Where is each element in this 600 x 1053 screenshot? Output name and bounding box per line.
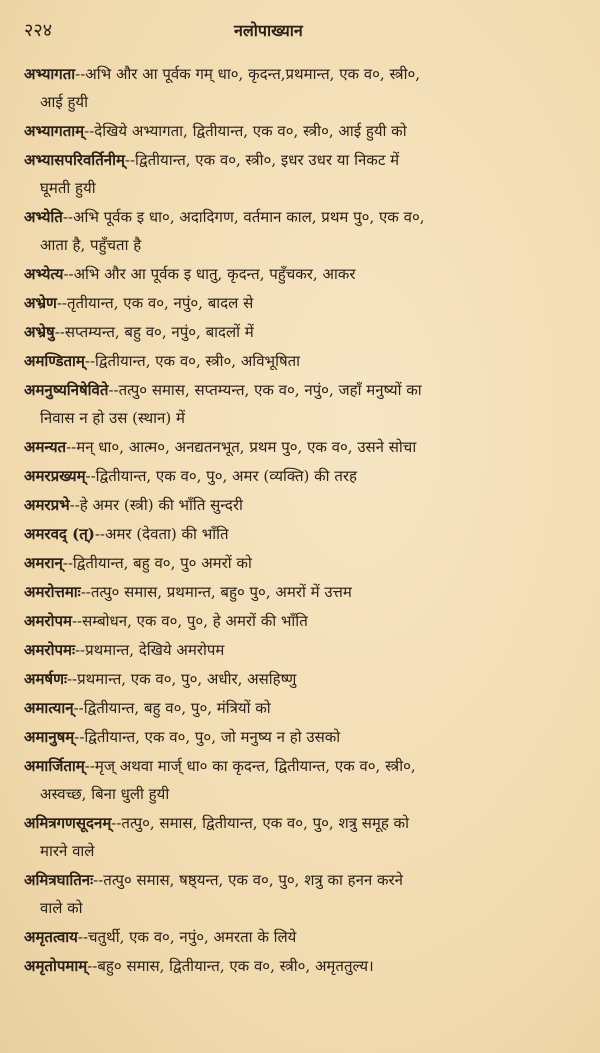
glossary-entry [24,260,578,288]
entry-definition: --चतुर्थी, एक व०, नपुं०, अमरता के लिये [77,928,297,946]
entry-definition: --बहु० समास, द्वितीयान्त, एक व०, स्त्री०, अमृततुल्य। [87,957,374,975]
glossary-entry [24,866,578,922]
entry-definition: --सप्तम्यन्त, बहु व०, नपुं०, बादलों में [54,323,254,341]
glossary-entry [24,923,578,951]
entry-headword: अमरप्रभे [24,496,70,514]
entry-definition: --देखिये अभ्यागता, द्वितीयान्त, एक व०, स्त्री०, आई हुयी को [84,122,407,140]
entry-headword: अमार्जिताम् [24,757,85,775]
glossary-entry [24,146,578,202]
glossary-entry [24,549,578,577]
entry-headword: अभ्रेषु [24,323,55,341]
entry-definition: --तत्पु०, समास, द्वितीयान्त, एक व०, पु०, शत्रु समूह को [111,814,409,832]
glossary-entry [24,117,578,145]
entry-headword: अमृतत्वाय [24,928,78,946]
glossary-entry [24,694,578,722]
entry-continuation: मारने वाले [40,842,95,860]
entry-continuation: अस्वच्छ, बिना धुली हुयी [40,785,170,803]
entry-headword: अमर्षणः [24,670,67,688]
entry-definition: --मृज् अथवा मार्ज् धा० का कृदन्त, द्वितीयान्त, एक व०, स्त्री०, [84,757,416,775]
entry-definition: --अभि और आ पूर्वक गम् धा०, कृदन्त,प्रथमान्त, एक व०, स्त्री०, [75,65,421,83]
entry-definition: --द्वितीयान्त, बहु व०, पु०, मंत्रियों को [73,699,271,717]
glossary-entry [24,520,578,548]
glossary-entry [24,809,578,865]
entry-continuation: घूमती हुयी [40,179,96,197]
entry-definition: --तत्पु० समास, सप्तम्यन्त, एक व०, नपुं०, जहाँ मनुष्यों का [108,381,422,399]
entry-definition: --अमर (देवता) की भाँति [94,525,229,543]
glossary-entry [24,203,578,259]
page-number: २२४ [24,20,53,41]
entry-definition: --मन् धा०, आत्म०, अनद्यतनभूत, प्रथम पु०, एक व०, उसने सोचा [66,438,417,456]
entry-headword: अभ्येति [24,208,63,226]
glossary-entry [24,60,578,116]
glossary-entry [24,289,578,317]
glossary-entries [24,60,578,980]
glossary-entry [24,952,578,980]
entry-headword: अभ्यागता [24,65,76,83]
entry-definition: --तत्पु० समास, षष्ठ्यन्त, एक व०, पु०, शत्रु का हनन करने [93,871,403,889]
entry-headword: अमरोत्तमाः [24,583,81,601]
glossary-entry [24,665,578,693]
entry-headword: अभ्येत्य [24,265,64,283]
glossary-entry [24,752,578,808]
entry-headword: अमित्रघातिनः [24,871,94,889]
entry-definition: --तत्पु० समास, प्रथमान्त, बहु० पु०, अमरों में उत्तम [80,583,352,601]
glossary-entry [24,578,578,606]
entry-headword: अमरोपमः [24,641,75,659]
entry-definition: --हे अमर (स्त्री) की भाँति सुन्दरी [69,496,243,514]
glossary-entry [24,636,578,664]
entry-definition: --प्रथमान्त, देखिये अमरोपम [74,641,225,659]
glossary-entry [24,491,578,519]
entry-headword: अमृतोपमाम् [24,957,88,975]
entry-definition: --द्वितीयान्त, एक व०, पु०, अमर (व्यक्ति) की तरह [85,467,357,485]
entry-headword: अमात्यान् [24,699,74,717]
entry-headword: अमरवद् (त्) [24,525,95,543]
entry-definition: --द्वितीयान्त, बहु व०, पु० अमरों को [62,554,252,572]
entry-definition: --सम्बोधन, एक व०, पु०, हे अमरों की भाँति [71,612,308,630]
entry-continuation: आई हुयी [40,93,89,111]
entry-definition: --द्वितीयान्त, एक व०, स्त्री०, इधर उधर या निकट में [124,151,400,169]
entry-continuation: निवास न हो उस (स्थान) में [40,409,185,427]
glossary-entry [24,723,578,751]
entry-definition: --द्वितीयान्त, एक व०, स्त्री०, अविभूषिता [84,352,301,370]
glossary-entry [24,462,578,490]
entry-definition: --अभि पूर्वक इ धा०, अदादिगण, वर्तमान काल, प्रथम पु०, एक व०, [62,208,425,226]
entry-headword: अमण्डिताम् [24,352,85,370]
glossary-entry [24,318,578,346]
entry-headword: अमानुषम् [24,728,75,746]
glossary-entry [24,433,578,461]
entry-headword: अमरान् [24,554,63,572]
entry-definition: --अभि और आ पूर्वक इ धातु, कृदन्त, पहुँचकर, आकर [63,265,356,283]
glossary-entry [24,376,578,432]
entry-definition: --प्रथमान्त, एक व०, पु०, अधीर, असहिष्णु [66,670,297,688]
entry-headword: अभ्यासपरिवर्तिनीम् [24,151,125,169]
entry-continuation: आता है, पहुँचता है [40,236,142,254]
glossary-entry [24,347,578,375]
entry-definition: --द्वितीयान्त, एक व०, पु०, जो मनुष्य न हो उसको [74,728,341,746]
entry-headword: अभ्रेण [24,294,57,312]
entry-headword: अमनुष्यनिषेविते [24,381,109,399]
entry-headword: अमरोपम [24,612,72,630]
entry-definition: --तृतीयान्त, एक व०, नपुं०, बादल से [56,294,254,312]
entry-headword: अमन्यत [24,438,67,456]
entry-headword: अभ्यागताम् [24,122,85,140]
page-header [24,18,578,52]
entry-continuation: वाले को [40,899,83,917]
running-title: नलोपाख्यान [234,21,303,40]
entry-headword: अमरप्रख्यम् [24,467,86,485]
entry-headword: अमित्रगणसूदनम् [24,814,112,832]
glossary-entry [24,607,578,635]
